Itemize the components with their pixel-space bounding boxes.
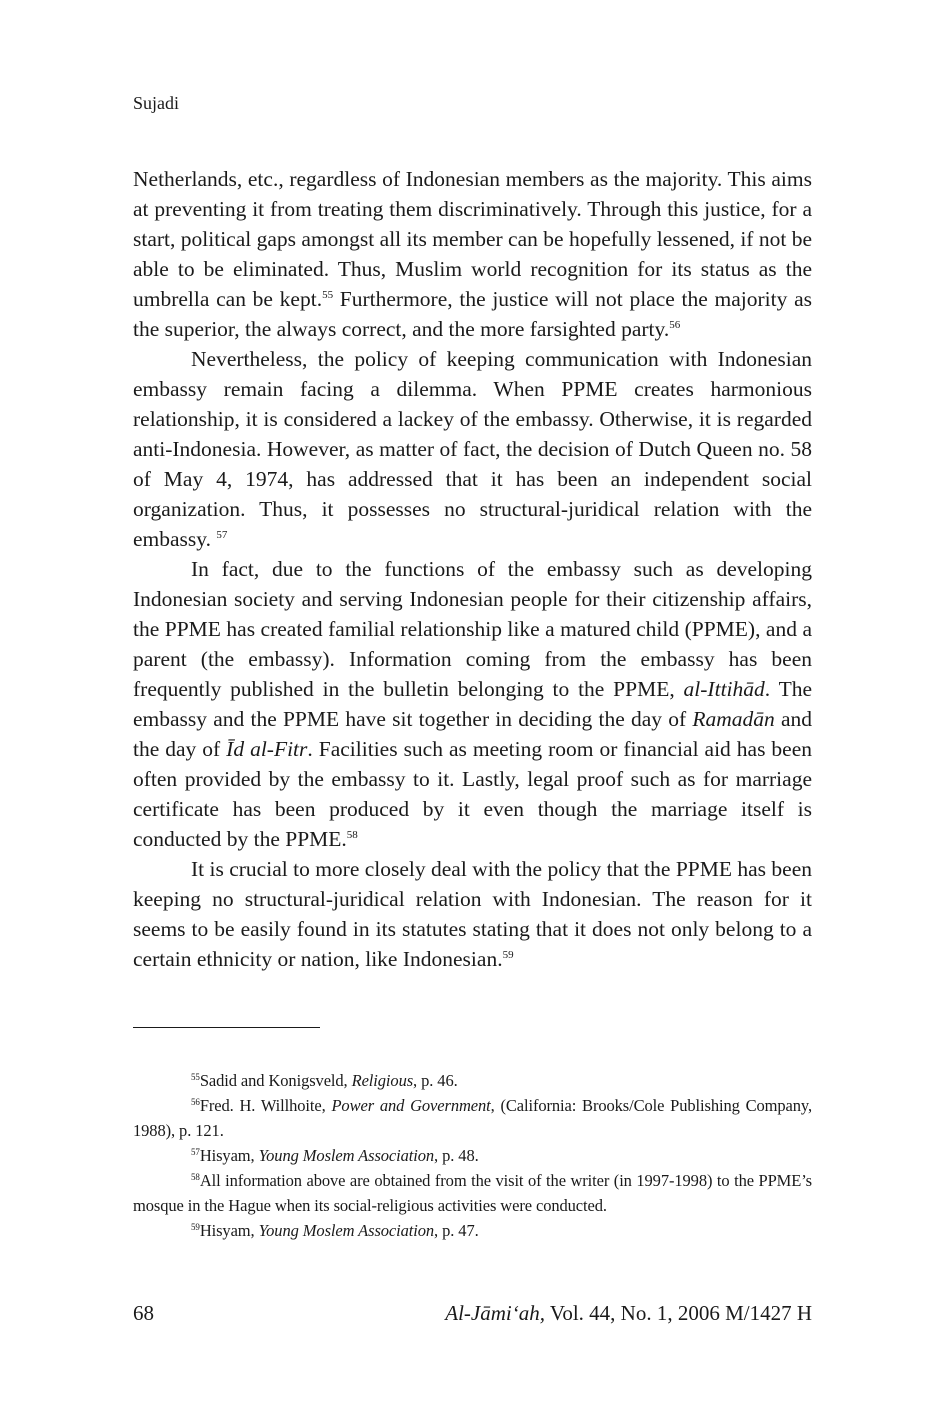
footnote-number: 57 [191,1147,200,1157]
paragraph-text: It is crucial to more closely deal with the policy that the PPME has been keeping no structural-juridical relation with Indonesian. The reason for it seems to be easily found in its statutes stating that it does not only belong to a certain ethnicity or nation, like Indonesian. [133,857,812,971]
footnote-57 [133,1143,812,1168]
main-text [133,164,812,974]
paragraph-text: Furthermore, the justice will not place the majority as the superior, the always correct, and the more farsighted party. [133,287,813,341]
paragraph-text: . Facilities such as meeting room or financial aid has been often provided by the embassy to it. Lastly, legal proof such as for marriage certificate has been produced by it even though the marriage itself is conducted by the PPME. [133,737,813,851]
footnote-text: Fred. H. Willhoite, [199,1096,332,1115]
footnote-text: Hisyam, [199,1221,259,1240]
footnote-ref[interactable]: 55 [322,289,334,301]
footnote-title: Young Moslem Association [258,1221,435,1240]
italic-term: al-Ittihād [683,677,765,701]
footnote-number: 59 [191,1222,200,1232]
footnote-title: Young Moslem Association [258,1146,435,1165]
paragraph-2 [133,344,812,554]
footnote-text: , p. 47. [434,1221,479,1240]
footnote-ref[interactable]: 58 [346,829,358,841]
paragraph-text: . The embassy and the PPME have sit together in deciding the day of [133,677,812,731]
footnote-56 [133,1093,812,1143]
paragraph-4 [133,854,812,974]
paragraph-1 [133,164,812,344]
italic-term: Īd al-Fitr [226,737,308,761]
footnote-ref[interactable]: 56 [669,319,681,331]
page-number: 68 [133,1301,154,1325]
footnote-text: All information above are obtained from the visit of the writer (in 1997-1998) to the PPME’s mosque in the Hague when its social-religious activities were conducted. [133,1171,812,1215]
footnote-ref[interactable]: 57 [216,529,228,541]
paragraph-text: In fact, due to the functions of the embassy such as developing Indonesian society and serving Indonesian people for their citizenship affairs, the PPME has created familial relationship like a matured child (PPME), and a parent (the embassy). Information coming from the embassy has been frequently published in the bulletin belonging to the PPME, [133,557,812,701]
footnote-number: 55 [191,1072,200,1082]
footnote-number: 58 [191,1172,200,1182]
footnote-title: Power and Government [331,1096,491,1115]
footnote-title: Religious [351,1071,414,1090]
footnote-separator [133,1027,320,1028]
footnote-text: Sadid and Konigsveld, [199,1071,352,1090]
journal-info [445,1300,812,1326]
footnote-text: , p. 46. [413,1071,458,1090]
footnote-number: 56 [191,1097,200,1107]
footnote-ref[interactable]: 59 [502,949,514,961]
journal-issue: Vol. 44, No. 1, 2006 M/1427 H [544,1301,812,1325]
footnote-text: Hisyam, [199,1146,259,1165]
footnote-59 [133,1218,812,1243]
paragraph-text: Nevertheless, the policy of keeping communication with Indonesian embassy remain facing a dilemma. When PPME creates harmonious relationship, it is considered a lackey of the embassy. Otherwise, it is regarded anti-Indonesia. However, as matter of fact, the decision of Dutch Queen no. 58 of May 4, 1974, has addressed that it has been an independent social organization. Thus, it possesses no structural-juridical relation with the embassy. [133,347,812,551]
footnote-text: , p. 48. [434,1146,479,1165]
paragraph-text: and the day of [133,707,812,761]
footnotes [133,1068,812,1243]
footnote-58 [133,1168,812,1218]
footnote-text: , (California: Brooks/Cole Publishing Company, 1988), p. 121. [133,1096,812,1140]
paragraph-text: Netherlands, etc., regardless of Indonesian members as the majority. This aims at preventing it from treating them discriminatively. Through this justice, for a start, political gaps amongst all its member can be hopefully lessened, if not be able to be eliminated. Thus, Muslim world recognition for its status as the umbrella can be kept. [133,167,812,311]
running-head-author: Sujadi [133,93,180,113]
footnote-55 [133,1068,812,1093]
paragraph-3 [133,554,812,854]
italic-term: Ramadān [692,707,775,731]
journal-title: Al-Jāmi‘ah, [445,1301,545,1325]
